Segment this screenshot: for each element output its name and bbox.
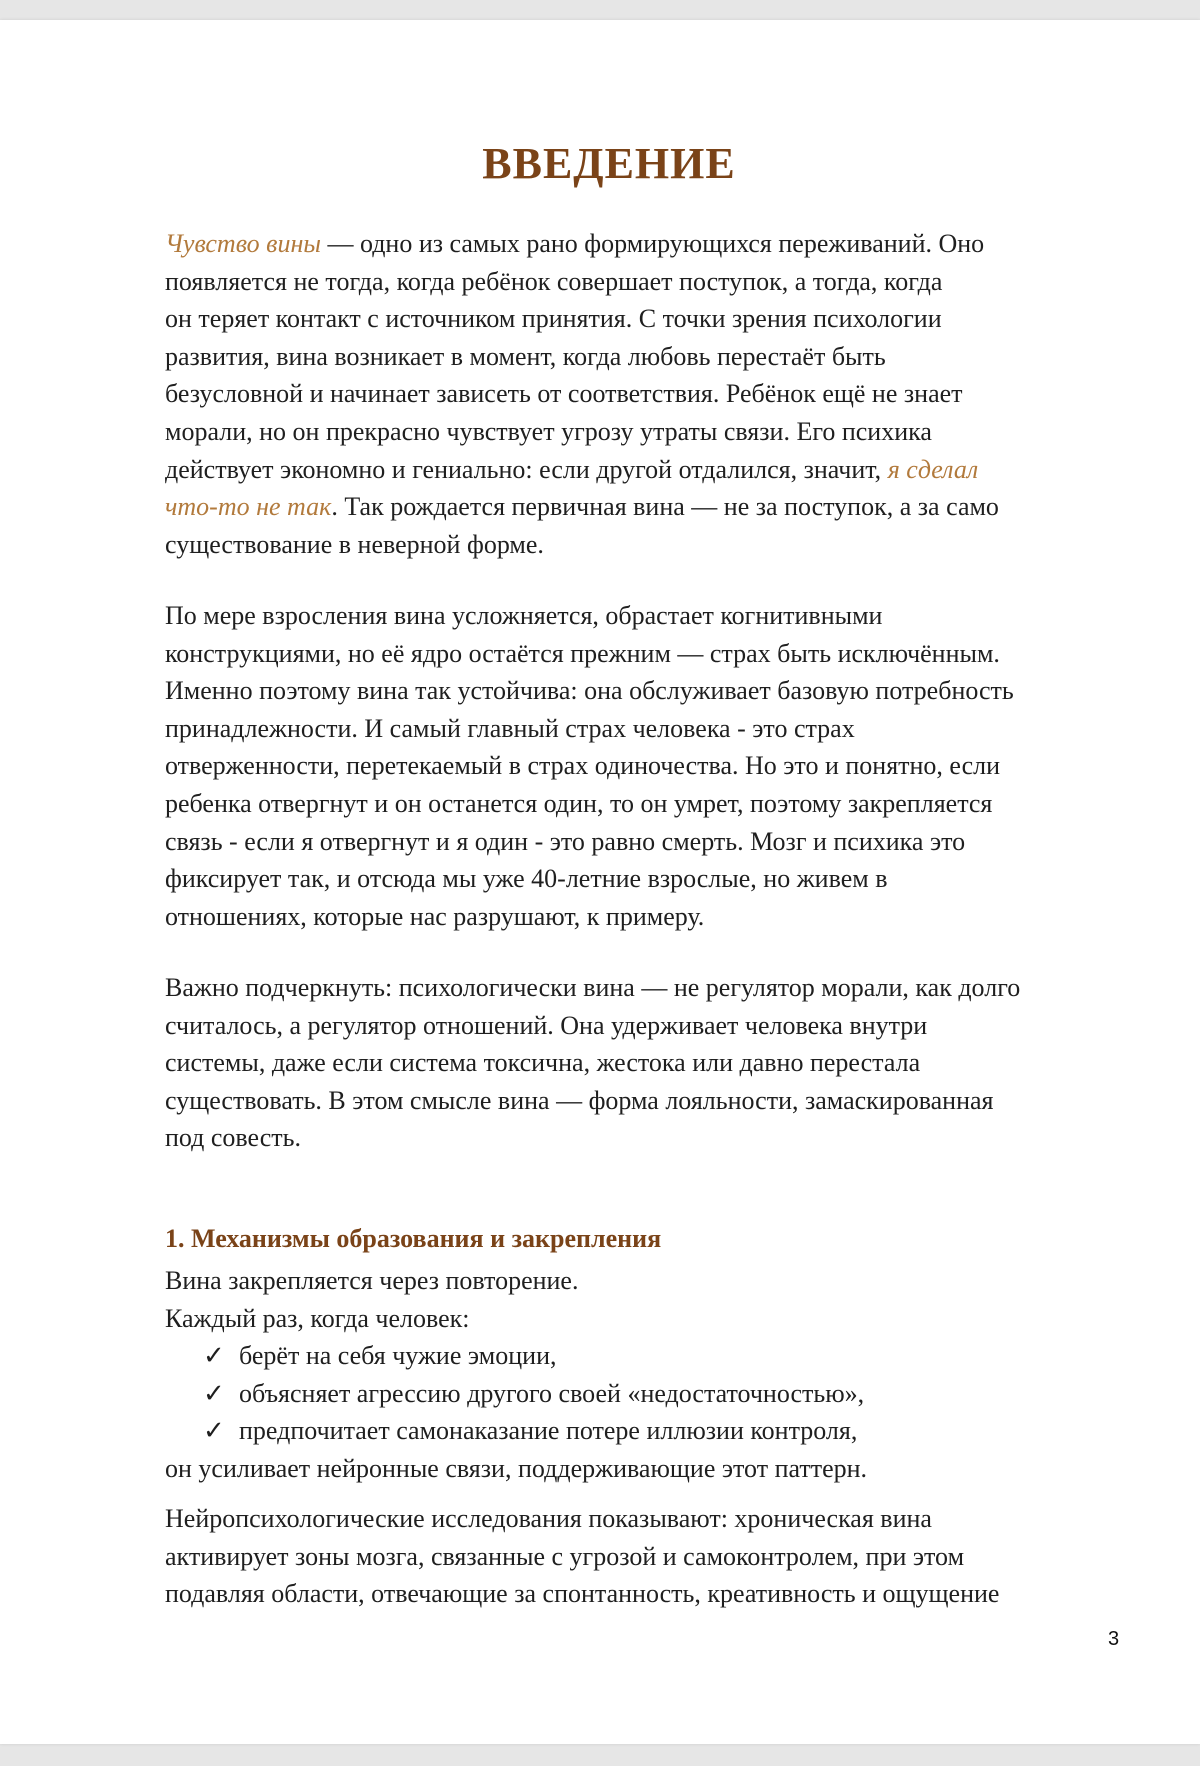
text-line: ребенка отвергнут и он останется один, то он умрет, поэтому закрепляется — [165, 788, 993, 818]
text-line — [165, 488, 999, 526]
text-line: фиксирует так, и отсюда мы уже 40-летние взрослые, но живем в — [165, 864, 888, 894]
text-line: под совесть. — [165, 1123, 302, 1153]
checklist-item-text: объясняет агрессию другого своей «недостаточностью», — [239, 1378, 865, 1408]
accent-text: я сделал — [887, 454, 979, 484]
text-line: он усиливает нейронные связи, поддерживающие этот паттерн. — [165, 1453, 868, 1483]
checklist-item-text: предпочитает самонаказание потере иллюзии контроля, — [239, 1416, 858, 1446]
text-line: существование в неверной форме. — [165, 529, 544, 559]
checklist-item — [165, 1412, 867, 1450]
accent-text: что-то не так — [165, 492, 332, 522]
text-line: Важно подчеркнуть: психологически вина — не регулятор морали, как долго — [165, 973, 1021, 1002]
text-line: По мере взросления вина усложняется, обрастает когнитивными — [165, 601, 883, 630]
checkmark-icon: ✓ — [203, 1416, 225, 1446]
page-number: 3 — [1108, 1628, 1120, 1650]
section-1-paragraph-2 — [165, 1500, 999, 1613]
intro-paragraph-3 — [165, 969, 1020, 1157]
text-line: отношениях, которые нас разрушают, к примеру. — [165, 901, 705, 931]
text-line: подавляя области, отвечающие за спонтанность, креативность и ощущение — [165, 1579, 1000, 1609]
text-line: существовать. В этом смысле вина — форма лояльности, замаскированная — [165, 1085, 994, 1115]
text-line: Вина закрепляется через повторение. — [165, 1266, 579, 1295]
checkmark-icon: ✓ — [203, 1378, 225, 1408]
text-line: морали, но он прекрасно чувствует угрозу утраты связи. Его психика — [165, 416, 932, 446]
text-line: связь - если я отвергнут и я один - это равно смерть. Мозг и психика это — [165, 826, 966, 856]
intro-paragraph-2 — [165, 597, 1014, 935]
text-line: Именно поэтому вина так устойчива: она обслуживает базовую потребность — [165, 676, 1014, 706]
text-line: считалось, а регулятор отношений. Она удерживает человека внутри — [165, 1010, 928, 1040]
text-line — [165, 225, 999, 263]
document-page — [0, 20, 1200, 1744]
text-segment: . Так рождается первичная вина — не за поступок, а за само — [331, 492, 999, 522]
text-line: системы, даже если система токсична, жестока или давно перестала — [165, 1048, 921, 1078]
checklist-item-text: берёт на себя чужие эмоции, — [239, 1341, 557, 1371]
text-line: Каждый раз, когда человек: — [165, 1303, 470, 1333]
intro-paragraph-1 — [165, 225, 999, 563]
text-line: отверженности, перетекаемый в страх одиночества. Но это и понятно, если — [165, 751, 1001, 781]
checklist-item — [165, 1337, 867, 1375]
text-line: появляется не тогда, когда ребёнок совершает поступок, а тогда, когда — [165, 266, 943, 296]
text-line: принадлежности. И самый главный страх человека - это страх — [165, 713, 855, 743]
text-line: безусловной и начинает зависеть от соответствия. Ребёнок ещё не знает — [165, 379, 963, 409]
text-line: он теряет контакт с источником принятия. С точки зрения психологии — [165, 304, 942, 334]
text-line: развития, вина возникает в момент, когда любовь перестаёт быть — [165, 341, 886, 371]
text-segment: действует экономно и гениально: если другой отдалился, значит, — [165, 454, 888, 484]
text-line: конструкциями, но её ядро остаётся прежним — страх быть исключённым. — [165, 638, 1000, 668]
text-line: Нейропсихологические исследования показывают: хроническая вина — [165, 1504, 932, 1533]
accent-text: Чувство вины — [165, 229, 321, 258]
section-heading: 1. Механизмы образования и закрепления — [165, 1224, 662, 1253]
text-line: активирует зоны мозга, связанные с угрозой и самоконтролем, при этом — [165, 1541, 965, 1571]
checklist-item — [165, 1375, 867, 1413]
page-title: ВВЕДЕНИЕ — [482, 139, 736, 188]
checkmark-icon: ✓ — [203, 1341, 225, 1371]
section-1-body — [165, 1262, 867, 1488]
text-segment: — одно из самых рано формирующихся переживаний. Оно — [320, 229, 985, 258]
text-line — [165, 451, 999, 489]
